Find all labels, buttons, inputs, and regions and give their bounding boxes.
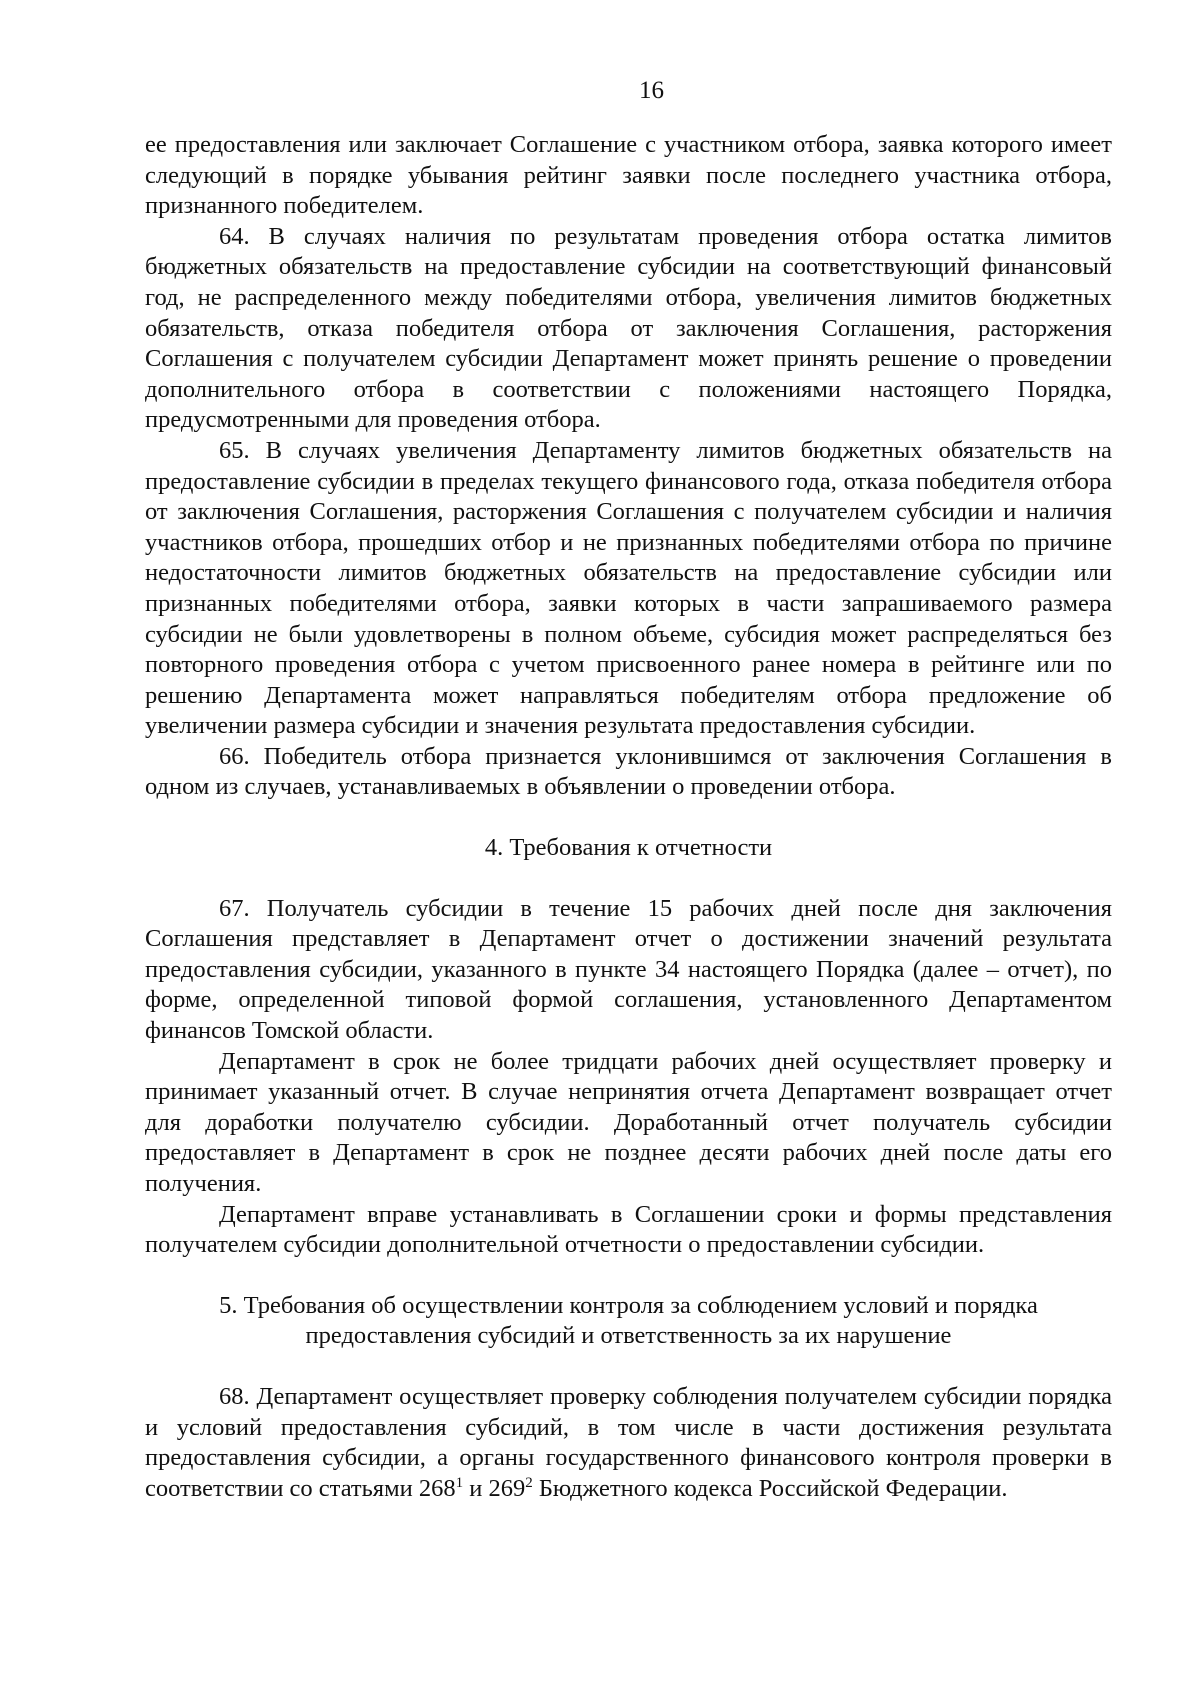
paragraph-64: 64. В случаях наличия по результатам проведения отбора остатка лимитов бюджетных обязательств на предоставление субсидии на соответствующий финансовый год, не распределенного между победителями отбора, увеличения лимитов бюджетных обязательств, отказа победителя отбора от заключения Соглашения, расторжения Соглашения с получателем субсидии Департамент может принять решение о проведении дополнительного отбора в соответствии с положениями настоящего Порядка, предусмотренными для проведения отбора. (145, 222, 1112, 434)
paragraph-67: 67. Получатель субсидии в течение 15 рабочих дней после дня заключения Соглашения представляет в Департамент отчет о достижении значений результата предоставления субсидии, указанного в пункте 34 настоящего Порядка (далее – отчет), по форме, определенной типовой формой соглашения, установленного Департаментом финансов Томской области. (145, 894, 1112, 1045)
paragraph-68-text-c: Бюджетного кодекса Российской Федерации. (532, 1474, 1008, 1502)
paragraph-65: 65. В случаях увеличения Департаменту лимитов бюджетных обязательств на предоставление субсидии в пределах текущего финансового года, отказа победителя отбора от заключения Соглашения, расторжения Соглашения с получателем субсидии и наличия участников отбора, прошедших отбор и не признанных победителями отбора по причине недостаточности лимитов бюджетных обязательств на предоставление субсидии или признанных победителями отбора, заявки которых в части запрашиваемого размера субсидии не были удовлетворены в полном объеме, субсидия может распределяться без повторного проведения отбора с учетом присвоенного ранее номера в рейтинге или по решению Департамента может направляться победителям отбора предложение об увеличении размера субсидии и значения результата предоставления субсидии. (145, 436, 1112, 740)
paragraph-67-additional-reporting: Департамент вправе устанавливать в Соглашении сроки и формы представления получателем субсидии дополнительной отчетности о предоставлении субсидии. (145, 1200, 1112, 1259)
section-5-heading-line-1: 5. Требования об осуществлении контроля за соблюдением условий и порядка (219, 1291, 1038, 1319)
paragraph-66: 66. Победитель отбора признается уклонившимся от заключения Соглашения в одном из случаев, устанавливаемых в объявлении о проведении отбора. (145, 742, 1112, 801)
superscript-2: 2 (525, 1474, 533, 1491)
superscript-1: 1 (455, 1474, 464, 1491)
paragraph-68-text-a: 68. Департамент осуществляет проверку соблюдения получателем субсидии порядка и условий предоставления субсидий, в том числе в части достижения результата предоставления субсидии, а органы государственного финансового контроля проверки в соответствии со статьями 268 (145, 1382, 1112, 1502)
page-number: 16 (639, 77, 664, 104)
paragraph-68 (145, 1382, 1112, 1504)
paragraph-continuation: ее предоставления или заключает Соглашение с участником отбора, заявка которого имеет следующий в порядке убывания рейтинг заявки после последнего участника отбора, признанного победителем. (145, 131, 1112, 220)
paragraph-68-text-b: и 269 (463, 1474, 526, 1502)
paragraph-67-review: Департамент в срок не более тридцати рабочих дней осуществляет проверку и принимает указанный отчет. В случае непринятия отчета Департамент возвращает отчет для доработки получателю субсидии. Доработанный отчет получатель субсидии предоставляет в Департамент в срок не позднее десяти рабочих дней после даты его получения. (145, 1047, 1112, 1197)
section-4-heading: 4. Требования к отчетности (484, 834, 773, 862)
section-5-heading-line-2: предоставления субсидий и ответственность за их нарушение (305, 1322, 952, 1350)
section-5-heading (145, 1291, 1112, 1352)
